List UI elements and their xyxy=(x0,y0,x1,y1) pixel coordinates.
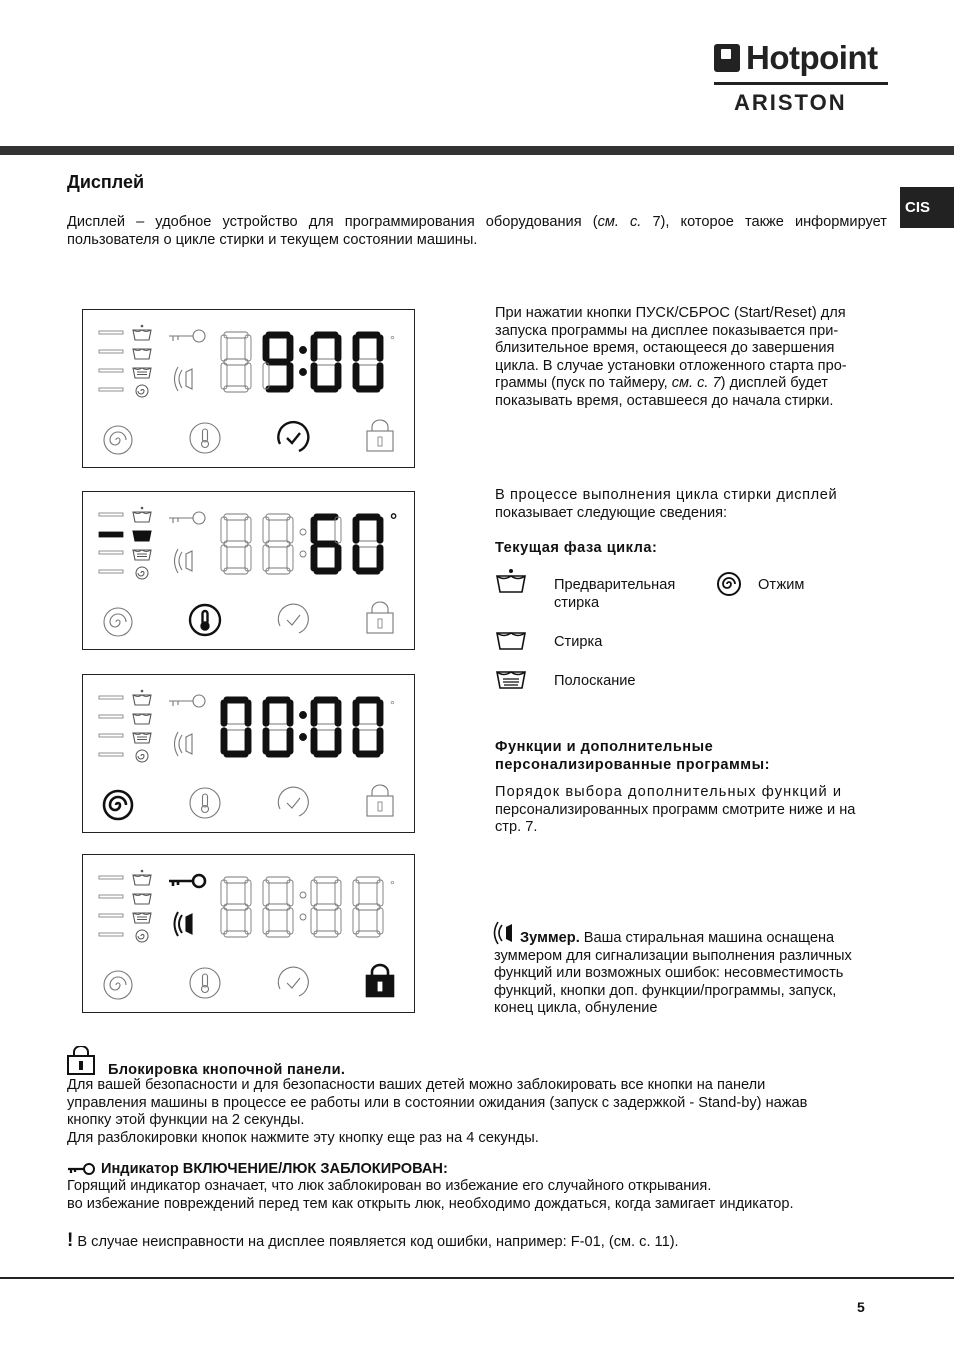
wash-icon xyxy=(494,628,528,654)
lock-title: Блокировка кнопочной панели. xyxy=(108,1062,346,1078)
temperature-icon xyxy=(190,605,220,635)
brand-mark-icon xyxy=(714,44,740,72)
language-tab: CIS xyxy=(900,187,954,228)
buzzer-indicator-icon xyxy=(175,912,193,936)
digit-2 xyxy=(311,877,341,937)
display-panel-4 xyxy=(82,854,415,1013)
prewash-label: Предварительная стирка xyxy=(554,577,676,611)
footer-rule xyxy=(0,1277,954,1279)
phase-bar-rinse xyxy=(99,551,123,554)
colon-separator xyxy=(300,892,306,920)
digit-0 xyxy=(221,697,251,757)
lock-paragraph: Для вашей безопасности и для безопасности ваших детей можно заблокировать все кнопки на панели управления машины в процессе ее работы или в состоянии ожидания (запуск с задержкой - Stand-by) нажав кнопку этой функции на 2 секунды. Для разблокировки кнопок нажмите эту кнопку еще раз на 4 секунды. xyxy=(67,1077,808,1146)
header-rule xyxy=(0,146,954,155)
door-lock-key-icon xyxy=(169,330,205,342)
lock-icon xyxy=(66,1046,96,1076)
phase-bar-wash xyxy=(99,895,123,898)
spin-indicator-icon xyxy=(136,567,148,579)
door-paragraph: Горящий индикатор означает, что люк заблокирован во избежание его случайного открывания. во избежание повреждений перед тем как открыть люк, необходимо дождаться, когда замигает индикатор. xyxy=(67,1178,794,1212)
rinse-indicator-icon xyxy=(133,733,151,743)
keypad-lock-icon xyxy=(367,965,393,996)
phase-bar-rinse xyxy=(99,914,123,917)
digit-0 xyxy=(221,514,251,574)
phase-bar-rinse xyxy=(99,369,123,372)
phase-title: Текущая фаза цикла: xyxy=(495,540,658,556)
functions-paragraph: Порядок выбора дополнительных функций и персонализированных программ смотрите ниже и на стр. 7. xyxy=(495,784,856,835)
spin-indicator-icon xyxy=(136,930,148,942)
wash-indicator-icon xyxy=(133,714,151,724)
brand-sub: ARISTON xyxy=(734,90,847,115)
prewash-indicator-icon xyxy=(133,870,151,885)
phase-bar-wash xyxy=(99,350,123,353)
phase-bar-rinse xyxy=(99,734,123,737)
phase-bar-spin xyxy=(99,570,123,573)
temperature-icon xyxy=(190,968,220,998)
spin-function-icon xyxy=(104,791,132,819)
spin-function-icon xyxy=(104,608,132,636)
door-lock-key-icon xyxy=(169,875,205,887)
digit-3 xyxy=(353,514,383,574)
rinse-indicator-icon xyxy=(133,550,151,560)
phase-bar-prewash xyxy=(99,876,123,879)
delay-timer-icon xyxy=(278,422,308,451)
page-title: Дисплей xyxy=(67,172,145,192)
buzzer-indicator-icon xyxy=(175,367,193,391)
delay-timer-icon xyxy=(278,787,308,816)
temperature-icon xyxy=(190,788,220,818)
page-number: 5 xyxy=(857,1299,865,1315)
colon-separator xyxy=(300,529,306,557)
rinse-indicator-icon xyxy=(133,368,151,378)
phase-bar-prewash xyxy=(99,513,123,516)
phase-bar-prewash xyxy=(99,331,123,334)
phase-bar-spin xyxy=(99,933,123,936)
prewash-indicator-icon xyxy=(133,507,151,522)
digit-1 xyxy=(263,697,293,757)
start-reset-paragraph: При нажатии кнопки ПУСК/СБРОС (Start/Reset) для запуска программы на дисплее показывается при- близительное время, остающееся до завершения цикла. В случае установки отложенного старта про- граммы (пуск по таймеру, см. с. 7) дисплей будет показывать время, оставшееся до начала стирки. xyxy=(495,305,847,409)
spin-indicator-icon xyxy=(136,750,148,762)
functions-title: Функции и дополнительные персонализированные программы: xyxy=(495,739,770,773)
digit-2 xyxy=(311,514,341,574)
spin-icon xyxy=(714,570,744,598)
digit-2 xyxy=(311,697,341,757)
digit-0 xyxy=(221,877,251,937)
phase-bar-wash xyxy=(99,532,123,537)
phase-bar-prewash xyxy=(99,696,123,699)
delay-timer-icon xyxy=(278,604,308,633)
brand-divider xyxy=(714,82,888,85)
spin-indicator-icon xyxy=(136,385,148,397)
delay-timer-icon xyxy=(278,967,308,996)
spin-label: Отжим xyxy=(758,577,805,593)
digit-1 xyxy=(263,332,293,392)
digit-2 xyxy=(311,332,341,392)
buzzer-indicator-icon xyxy=(175,549,193,573)
wash-indicator-icon xyxy=(133,349,151,359)
digit-3 xyxy=(353,877,383,937)
rinse-indicator-icon xyxy=(133,913,151,923)
wash-indicator-icon xyxy=(133,894,151,904)
keypad-lock-icon xyxy=(367,420,393,451)
digit-0 xyxy=(221,332,251,392)
keypad-lock-icon xyxy=(367,602,393,633)
phase-bar-spin xyxy=(99,388,123,391)
brand-name: Hotpoint xyxy=(746,39,878,76)
door-lock-key-icon xyxy=(169,695,205,707)
wash-indicator-icon xyxy=(133,531,151,541)
degree-unit: ° xyxy=(390,333,395,347)
buzzer-paragraph: Зуммер. Ваша стиральная машина оснащена зуммером для сигнализации выполнения различных функций или возможных ошибок: несовместимость функций, кнопки доп. функции/программы, запуск, конец цикла, обнуление xyxy=(494,930,852,1016)
buzzer-indicator-icon xyxy=(175,732,193,756)
degree-unit: ° xyxy=(390,698,395,712)
spin-function-icon xyxy=(104,971,132,999)
digit-3 xyxy=(353,697,383,757)
door-lock-key-icon xyxy=(169,512,205,524)
degree-unit: ° xyxy=(390,510,398,530)
prewash-indicator-icon xyxy=(133,325,151,340)
cycle-paragraph: В процессе выполнения цикла стирки дисплей показывает следующие сведения: xyxy=(495,487,838,521)
door-title: Индикатор ВКЛЮЧЕНИЕ/ЛЮК ЗАБЛОКИРОВАН: xyxy=(101,1161,448,1177)
rinse-label: Полоскание xyxy=(554,673,636,689)
digit-3 xyxy=(353,332,383,392)
intro-paragraph: Дисплей – удобное устройство для программирования оборудования (см. с. 7), которое также информирует пользователя о цикле стирки и текущем состоянии машины. xyxy=(67,214,887,248)
brand-logo xyxy=(714,39,888,115)
phase-bar-spin xyxy=(99,753,123,756)
display-panel-2 xyxy=(82,491,415,650)
digit-1 xyxy=(263,514,293,574)
display-panel-3 xyxy=(82,674,415,833)
spin-function-icon xyxy=(104,426,132,454)
warning-icon: ! xyxy=(67,1230,74,1251)
error-note: ! В случае неисправности на дисплее появляется код ошибки, например: F-01, (см. с. 11). xyxy=(67,1230,679,1251)
prewash-icon xyxy=(494,568,528,596)
rinse-icon xyxy=(494,667,528,693)
colon-separator xyxy=(300,347,307,376)
keypad-lock-icon xyxy=(367,785,393,816)
display-panel-1 xyxy=(82,309,415,468)
degree-unit: ° xyxy=(390,878,395,892)
digit-1 xyxy=(263,877,293,937)
prewash-indicator-icon xyxy=(133,690,151,705)
colon-separator xyxy=(300,712,307,741)
phase-bar-wash xyxy=(99,715,123,718)
temperature-icon xyxy=(190,423,220,453)
wash-label: Стирка xyxy=(554,634,603,650)
key-icon xyxy=(67,1162,97,1176)
